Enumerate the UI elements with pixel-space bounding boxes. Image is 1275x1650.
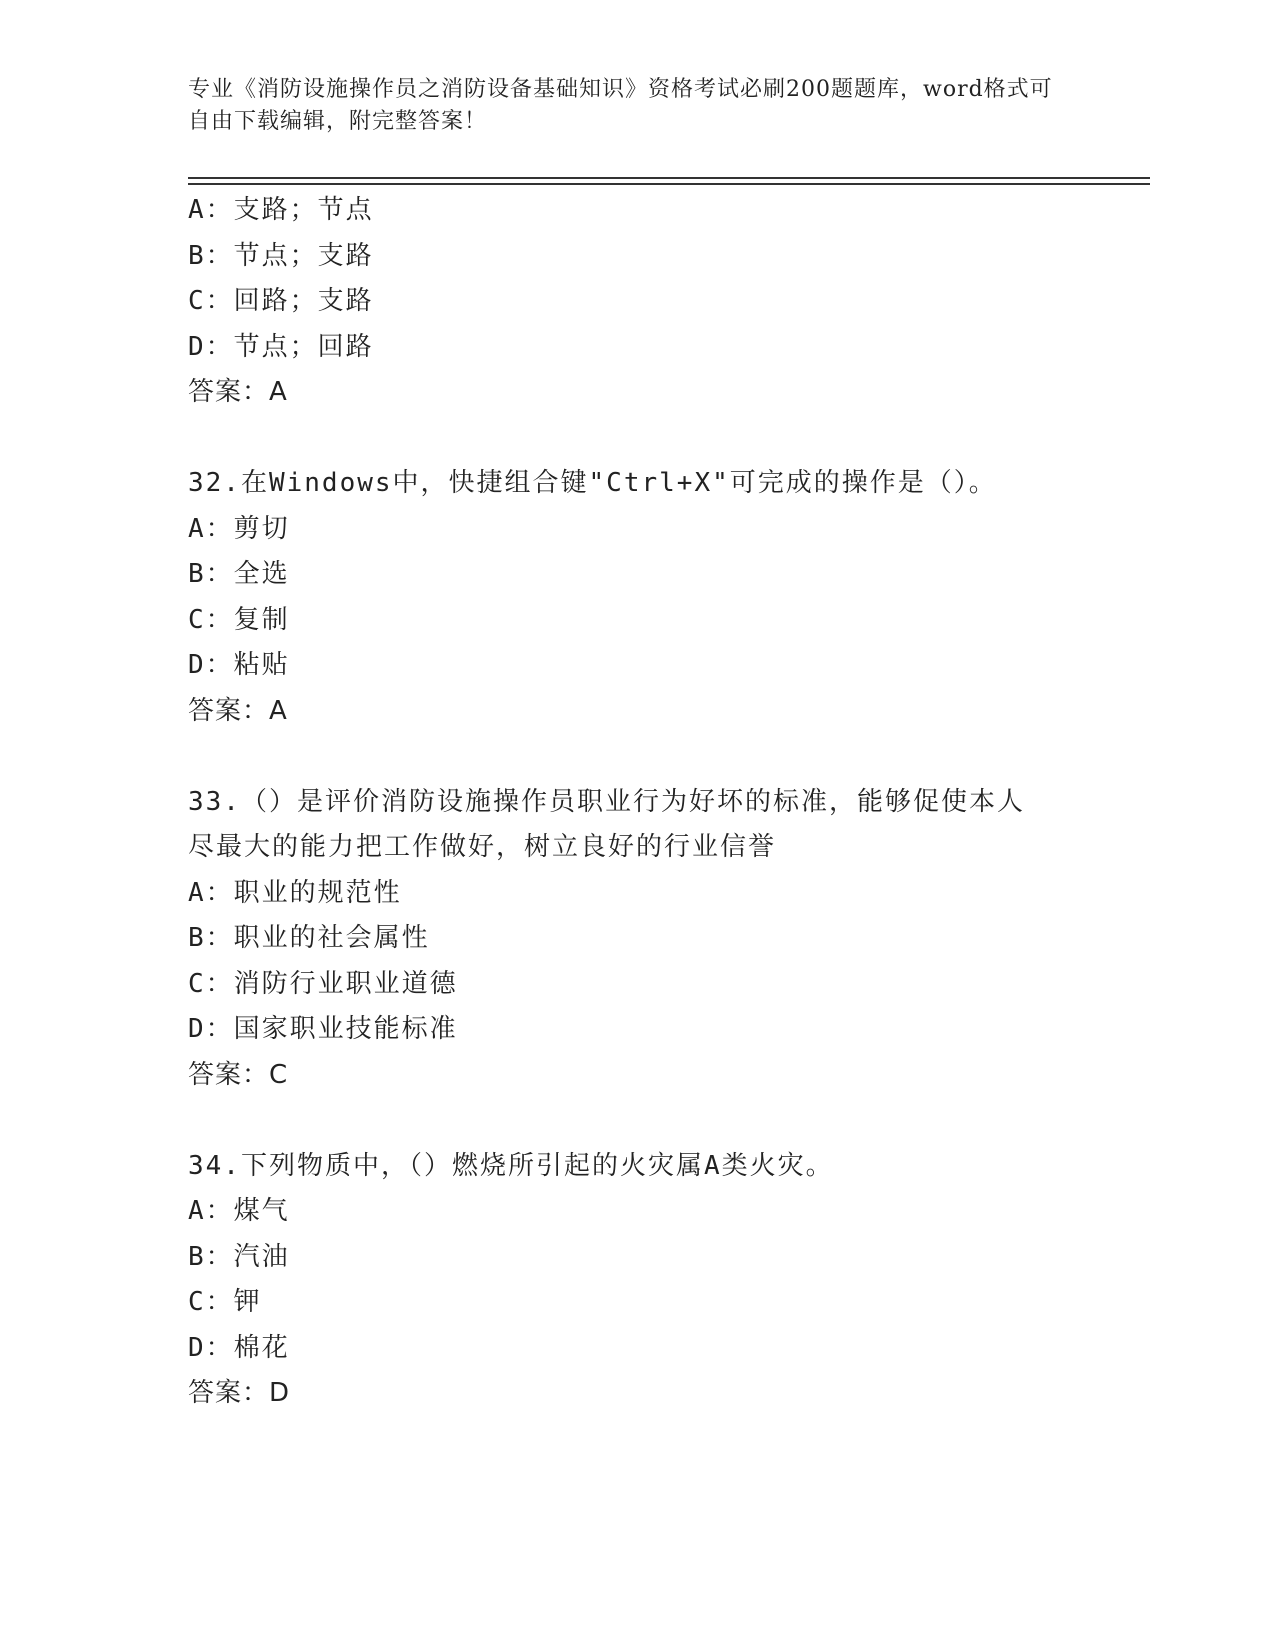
option-d: D：节点；回路 xyxy=(188,331,374,362)
option-a: A：煤气 xyxy=(188,1196,290,1226)
question-stem: 34.下列物质中，（）燃烧所引起的火灾属A类火灾。 xyxy=(188,1150,834,1181)
question-32 xyxy=(188,461,1088,734)
option-d: D：国家职业技能标准 xyxy=(188,1014,458,1044)
answer: 答案：C xyxy=(188,1059,289,1090)
option-b: B：汽油 xyxy=(188,1241,290,1272)
option-c: C：钾 xyxy=(188,1287,262,1317)
question-stem: 32.在Windows中，快捷组合键"Ctrl+X"可完成的操作是（）。 xyxy=(188,468,997,498)
document-header: 专业《消防设施操作员之消防设备基础知识》资格考试必刷200题题库，word格式可自由下载编辑，附完整答案！ xyxy=(188,77,1053,134)
option-d: D：棉花 xyxy=(188,1332,290,1363)
question-34 xyxy=(188,1144,1088,1417)
answer: 答案：D xyxy=(188,1378,291,1408)
option-c: C：消防行业职业道德 xyxy=(188,968,458,999)
question-33 xyxy=(188,780,1088,1099)
question-31-continued xyxy=(188,188,1088,416)
option-b: B：全选 xyxy=(188,559,290,589)
answer: 答案：A xyxy=(188,695,288,726)
option-c: C：回路；支路 xyxy=(188,286,374,316)
option-a: A：职业的规范性 xyxy=(188,877,402,908)
option-b: B：职业的社会属性 xyxy=(188,923,430,953)
option-a: A：剪切 xyxy=(188,513,290,544)
option-a: A：支路；节点 xyxy=(188,195,374,225)
question-stem: 33.（）是评价消防设施操作员职业行为好坏的标准，能够促使本人尽最大的能力把工作做好，树立良好的行业信誉 xyxy=(188,786,1025,862)
answer: 答案：A xyxy=(188,377,288,407)
option-c: C：复制 xyxy=(188,604,290,635)
option-d: D：粘贴 xyxy=(188,650,290,680)
header-divider-bottom xyxy=(188,183,1150,185)
header-divider-top xyxy=(188,177,1150,179)
question-list xyxy=(188,188,1088,1462)
option-b: B：节点；支路 xyxy=(188,240,374,271)
